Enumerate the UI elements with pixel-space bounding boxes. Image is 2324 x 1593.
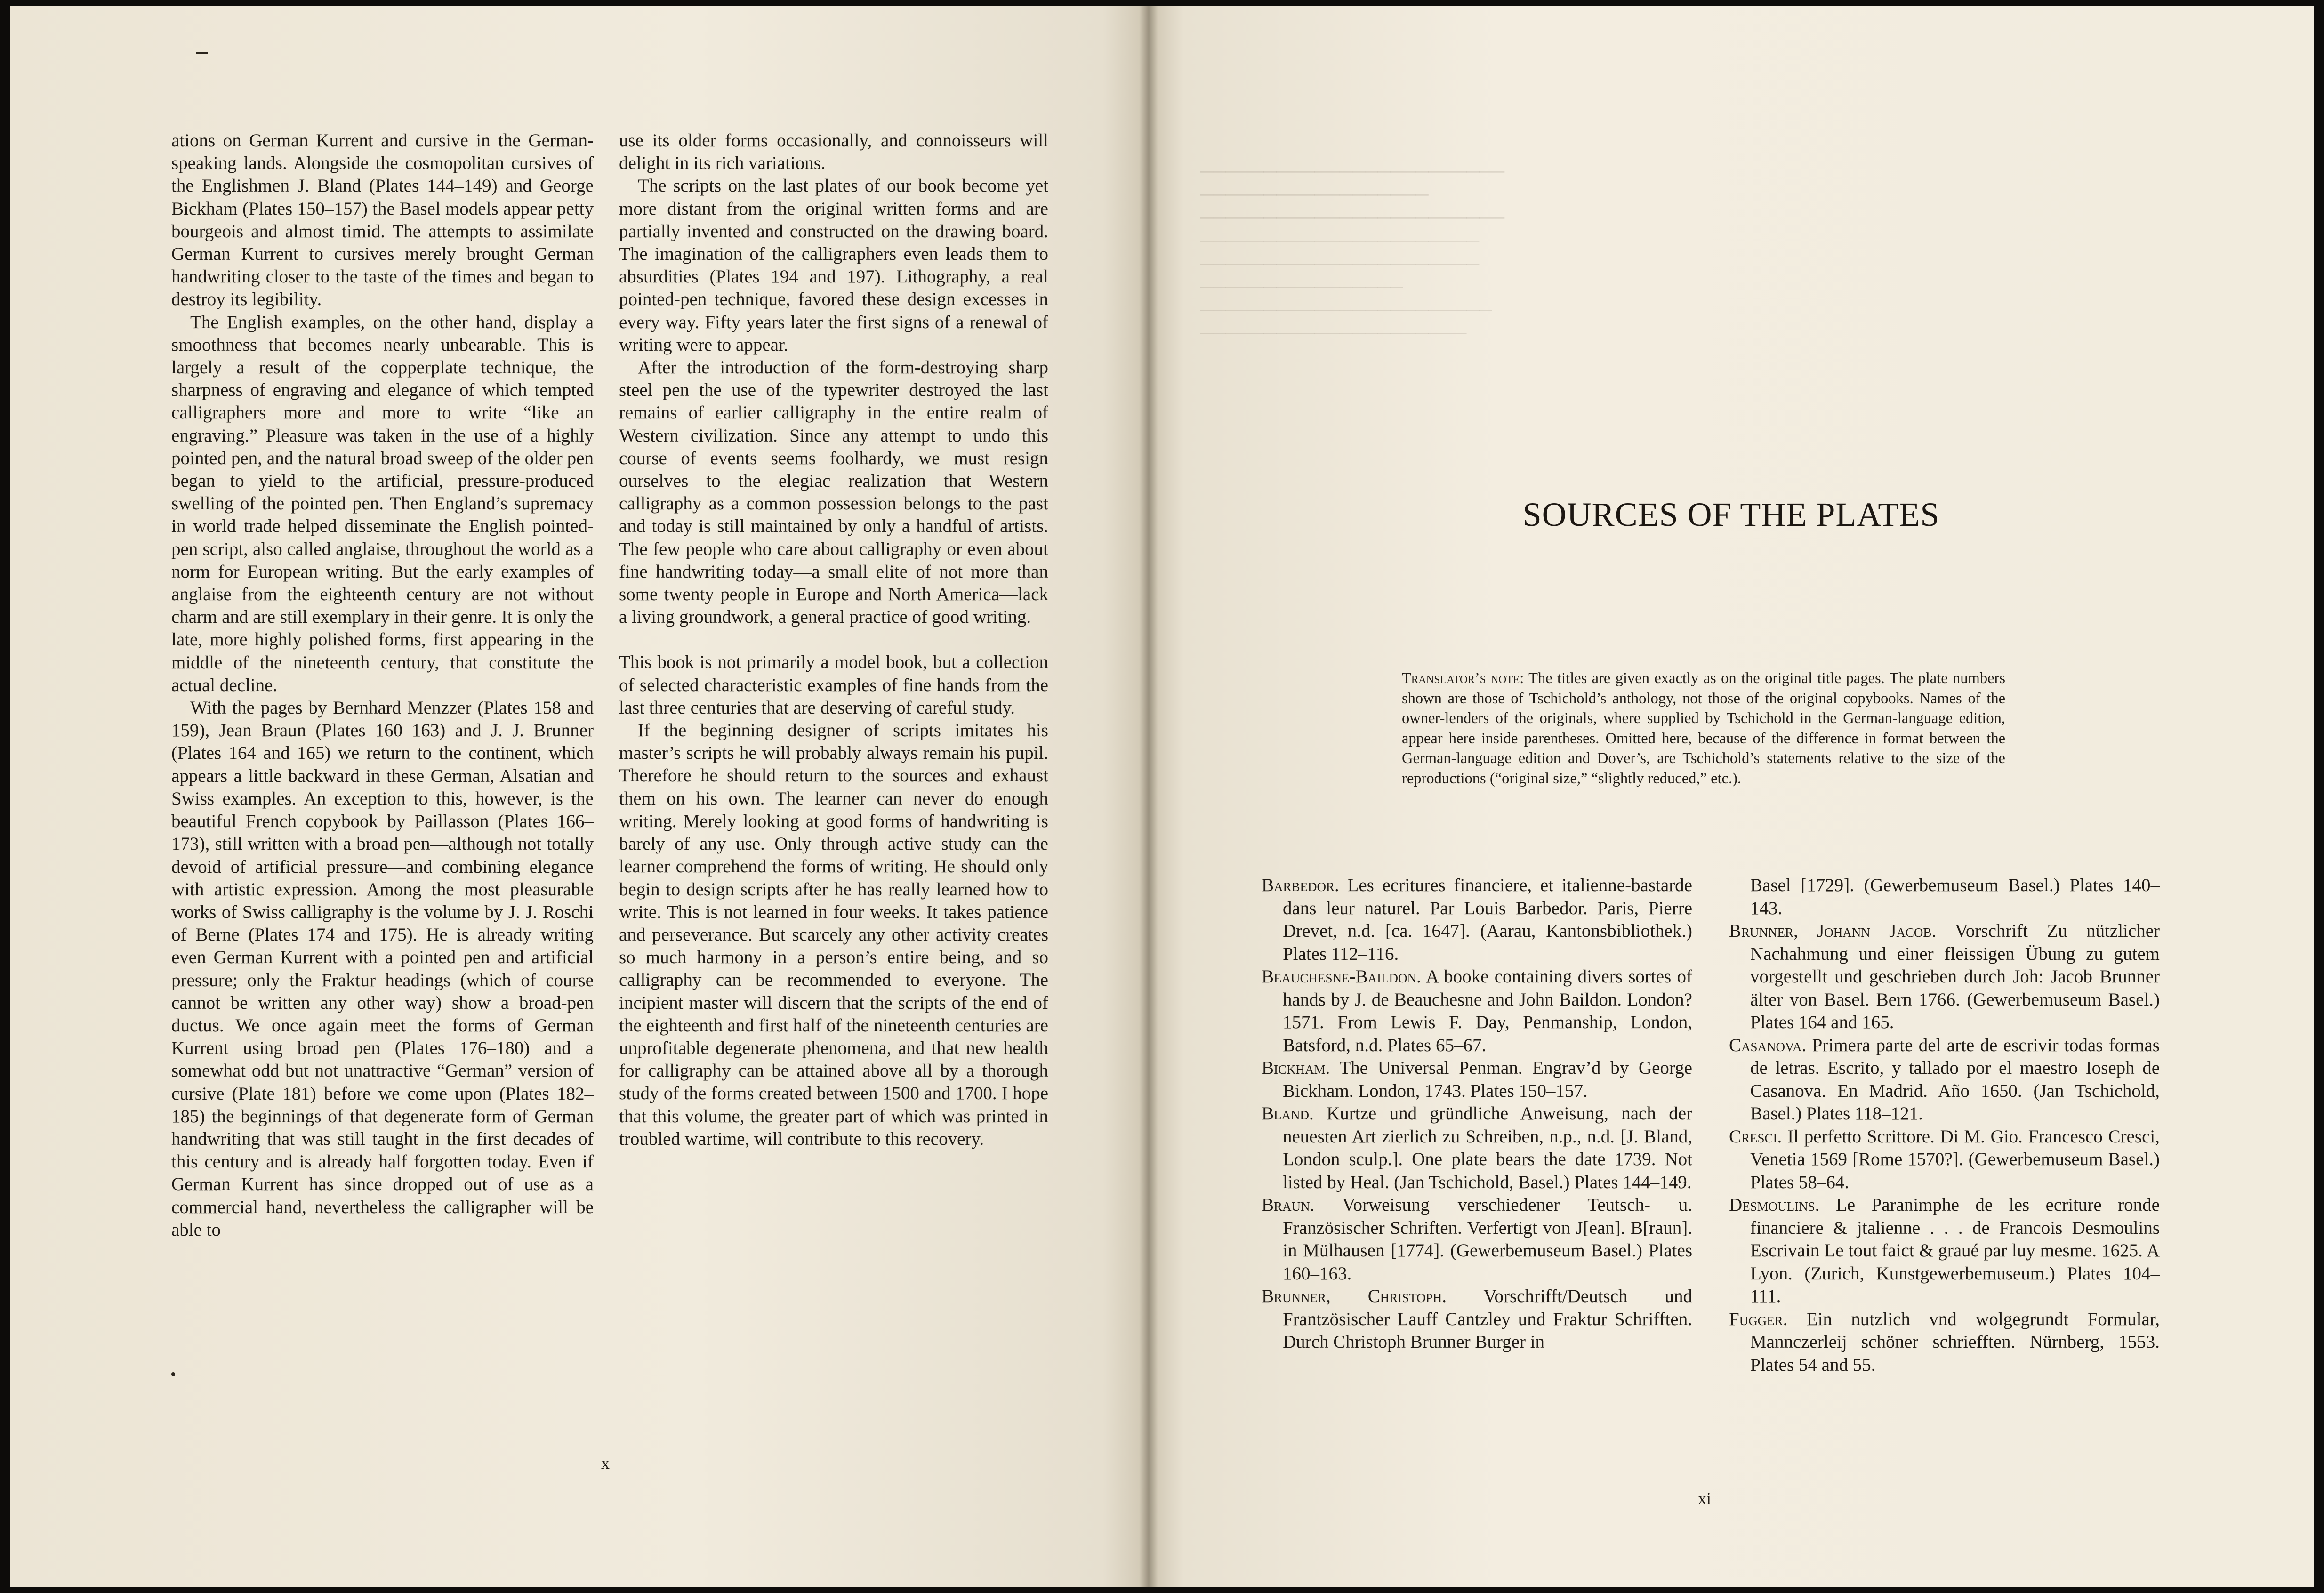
source-entry: Braun. Vorweisung verschiedener Teutsch- u. Französischer Schriften. Verfertigt von J[ean]. B[raun]. in Mülhausen [1774]. (Gewerbemuseum Basel.) Plates 160–163. — [1262, 1195, 1692, 1284]
paragraph: The scripts on the last plates of our book become yet more distant from the original written forms and are partially invented and constructed on the drawing board. The imagination of the calligraphers even leads them to absurdities (Plates 194 and 197). Lithography, a real pointed-pen technique, favored these design excesses in every way. Fifty years later the first signs of a renewal of writing were to appear. — [619, 176, 1048, 355]
translator-note — [1402, 668, 2005, 788]
source-entry: Barbedor. Les ecritures financiere, et italienne-bastarde dans leur naturel. Par Louis Barbedor. Paris, Pierre Drevet, n.d. [ca. 1647]. (Aarau, Kantonsbibliothek.) Plates 112–116. — [1262, 875, 1692, 964]
source-entry: Desmoulins. Le Paranimphe de les ecriture ronde financiere & jtalienne . . . de Francois Desmoulins Escrivain Le tout faict & graué par luy mesme. 1625. A Lyon. (Zurich, Kunstgewerbemuseum.) Plates 104–111. — [1729, 1195, 2160, 1306]
paragraph: With the pages by Bernhard Menzzer (Plates 158 and 159), Jean Braun (Plates 160–163) and J. J. Brunner (Plates 164 and 165) we return to the continent, which appears a little backward in these German, Alsatian and Swiss examples. An exception to this, however, is the beautiful French copybook by Paillasson (Plates 166–173), still written with a broad pen—although not totally devoid of artificial pressure—and combining elegance with artistic expression. Among the most pleasurable works of Swiss calligraphy is the volume by J. J. Roschi of Berne (Plates 174 and 175). He is already writing even German Kurrent with a pointed pen and artificial pressure; only the Fraktur headings (which of course cannot be written any other way) show a broad-pen ductus. We once again meet the forms of German Kurrent using broad pen (Plates 176–180) and a somewhat odd but not unattractive “German” version of cursive (Plate 181) before we come upon (Plates 182–185) the beginnings of that degenerate form of German handwriting that was still taught in the first decades of this century and is already half forgotten today. Even if German Kurrent has since dropped out of use as a commercial hand, nevertheless the calligrapher will be able to — [171, 698, 594, 1240]
paragraph: use its older forms occasionally, and connoisseurs will delight in its rich variations. — [619, 130, 1048, 174]
source-entry: Beauchesne-Baildon. A booke containing divers sortes of hands by J. de Beauchesne and John Baildon. London? 1571. From Lewis F. Day, Penmanship, London, Batsford, n.d. Plates 65–67. — [1262, 966, 1692, 1055]
left-page — [10, 6, 1149, 1587]
printer-mark — [196, 52, 208, 54]
note-label: Translator’s note: — [1402, 670, 1524, 687]
right-page — [1149, 6, 2314, 1587]
source-entry: Fugger. Ein nutzlich vnd wolgegrundt Formular, Mannczerleij schöner schriefften. Nürnberg, 1553. Plates 54 and 55. — [1729, 1309, 2160, 1375]
sources-column-2 — [1729, 874, 2160, 1376]
source-entry: Brunner, Johann Jacob. Vorschrift Zu nützlicher Nachahmung und einer fleissigen Übung zu gutem vorgestellt und geschrieben durch Joh: Jacob Brunner älter von Basel. Bern 1766. (Gewerbemuseum Basel.) Plates 164 and 165. — [1729, 921, 2160, 1032]
paragraph: After the introduction of the form-destroying sharp steel pen the use of the typewriter destroyed the last remains of earlier calligraphy in the entire realm of Western civilization. Since any attempt to undo this course of events seems foolhardy, we must resign ourselves to the elegiac realization that Western calligraphy as a common possession belongs to the past and today is still maintained by only a handful of artists. The few people who care about calligraphy or even about fine handwriting today—a small elite of not more than some twenty people in Europe and North America—lack a living groundwork, a general practice of good writing. — [619, 357, 1048, 628]
left-column-1 — [171, 129, 594, 1241]
source-entry: Cresci. Il perfetto Scrittore. Di M. Gio. Francesco Cresci, Venetia 1569 [Rome 1570?]. (Gewerbemuseum Basel.) Plates 58–64. — [1729, 1126, 2160, 1192]
paragraph: This book is not primarily a model book, but a collection of selected characteristic examples of fine hands from the last three centuries that are deserving of careful study. — [619, 652, 1048, 718]
page-number: x — [601, 1454, 610, 1472]
printer-dot — [171, 1372, 175, 1376]
source-entry: Bickham. The Universal Penman. Engrav’d by George Bickham. London, 1743. Plates 150–157. — [1262, 1058, 1692, 1101]
source-entry: Basel [1729]. (Gewerbemuseum Basel.) Plates 140–143. — [1750, 875, 2160, 918]
paragraph: The English examples, on the other hand, display a smoothness that becomes nearly unbearable. This is largely a result of the copperplate technique, the sharpness of engraving and elegance of which tempted calligraphers more and more to write “like an engraving.” Pleasure was taken in the use of a highly pointed pen, and the natural broad sweep of the older pen began to yield to the artificial, pressure-produced swelling of the pointed pen. Then England’s supremacy in world trade helped disseminate the English pointed-pen script, also called anglaise, throughout the world as a norm for European writing. But the early examples of anglaise from the eighteenth century are not without charm and are still exemplary in their genre. It is only the late, more highly polished forms, first appearing in the middle of the nineteenth century, that constitute the actual decline. — [171, 312, 594, 695]
source-entry: Brunner, Christoph. Vorschrifft/Deutsch und Frantzösischer Lauff Cantzley und Fraktur Schrifften. Durch Christoph Brunner Burger in — [1262, 1286, 1692, 1352]
source-entry: Bland. Kurtze und gründliche Anweisung, nach der neuesten Art zierlich zu Schreiben, n.p., n.d. [J. Bland, London sculp.]. One plate bears the date 1739. Not listed by Heal. (Jan Tschichold, Basel.) Plates 144–149. — [1262, 1103, 1692, 1192]
paragraph: ations on German Kurrent and cursive in the German-speaking lands. Alongside the cosmopolitan cursives of the Englishmen J. Bland (Plates 144–149) and George Bickham (Plates 150–157) the Basel models appear petty bourgeois and almost timid. The attempts to assimilate German Kurrent to cursives merely brought German handwriting closer to the taste of the times and began to destroy its legibility. — [171, 130, 594, 310]
sources-column-1 — [1262, 874, 1692, 1354]
note-text: The titles are given exactly as on the original title pages. The plate numbers shown are those of Tschichold’s anthology, not those of the original copybooks. Names of the owner-lenders of the originals, where supplied by Tschichold in the German-language edition, appear here inside parentheses. Omitted here, because of the difference in format between the German-language edition and Dover’s, are Tschichold’s statements relative to the size of the reproductions (“original size,” “slightly reduced,” etc.). — [1402, 670, 2005, 787]
bleed-through: ──────────────────────── ────────────────── ──────────────────────── ────────────────────── ────────────────────── ──────────────── ─────────────────────── ───────────────────── — [1200, 162, 1505, 343]
page-title: SOURCES OF THE PLATES — [1522, 496, 1940, 533]
source-entry: Casanova. Primera parte del arte de escrivir todas formas de letras. Escrito, y tallado por el maestro Ioseph de Casanova. En Madrid. Año 1650. (Jan Tschichold, Basel.) Plates 118–121. — [1729, 1035, 2160, 1124]
left-column-2 — [619, 129, 1048, 1150]
book-gutter — [1139, 6, 1158, 1587]
page-number: xi — [1698, 1489, 1712, 1508]
paragraph: If the beginning designer of scripts imitates his master’s scripts he will probably always remain his pupil. Therefore he should return to the sources and exhaust them on his own. The learner can never do enough writing. Merely looking at good forms of handwriting is barely of any use. Only through active study can the learner comprehend the forms of writing. He should only begin to design scripts after he has really learned how to write. This is not learned in four weeks. It takes patience and perseverance. But scarcely any other activity creates so much harmony in a person’s entire being, and so calligraphy can be recommended to everyone. The incipient master will discern that the scripts of the end of the eighteenth and first half of the nineteenth centuries are unprofitable degenerate phenomena, and that new health for calligraphy can be attained above all by a thorough study of the forms created between 1500 and 1700. I hope that this volume, the greater part of which was printed in troubled wartime, will contribute to this recovery. — [619, 720, 1048, 1149]
